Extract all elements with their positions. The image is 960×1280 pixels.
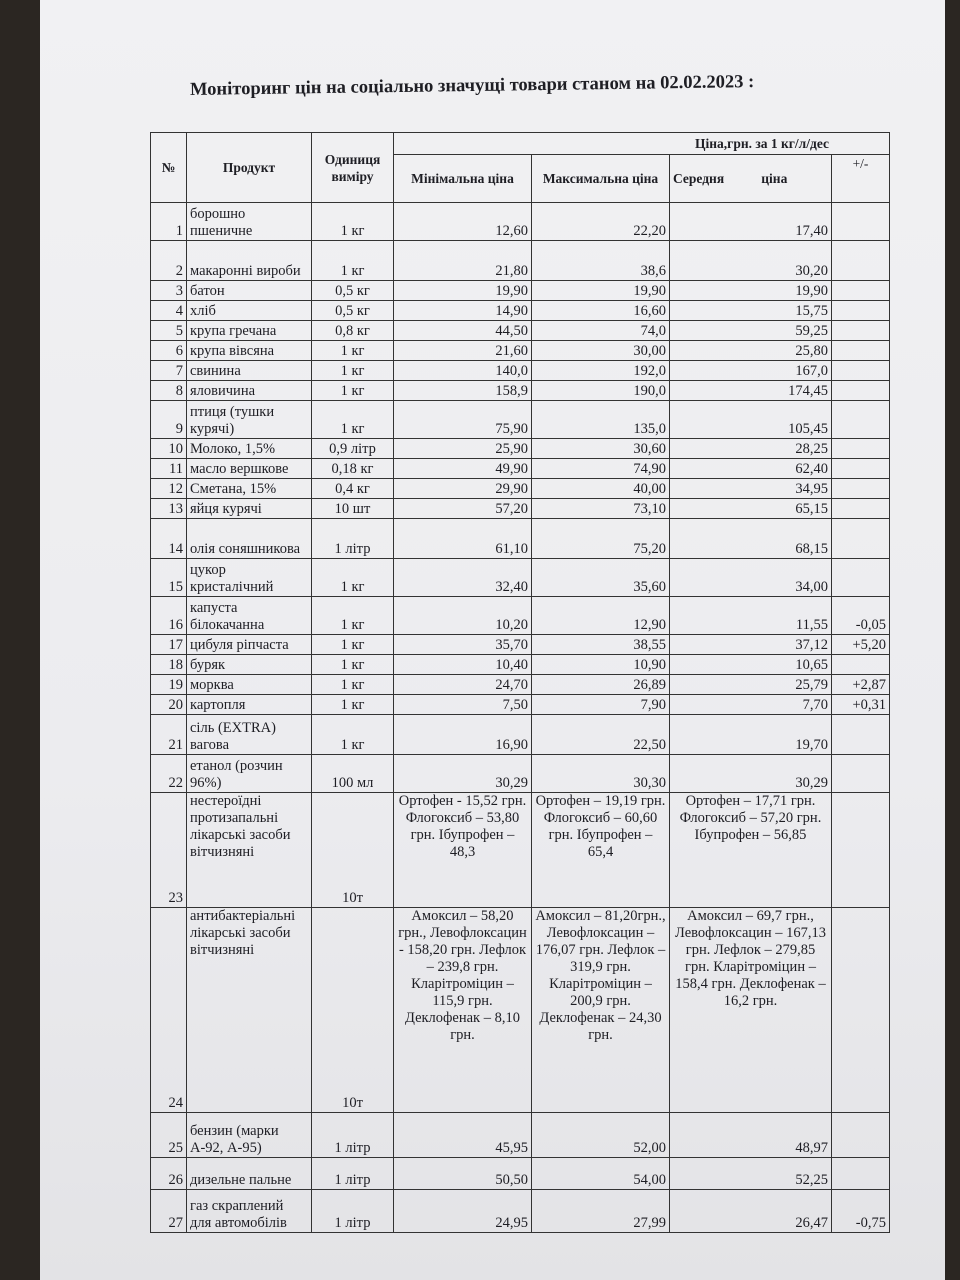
unit: 0,8 кг (312, 321, 394, 341)
min-price: 75,90 (394, 401, 532, 439)
unit: 1 кг (312, 241, 394, 281)
unit: 1 кг (312, 695, 394, 715)
header-avg-right: ціна (761, 171, 788, 186)
row-number: 3 (151, 281, 187, 301)
max-price: 16,60 (532, 301, 670, 321)
row-number: 1 (151, 203, 187, 241)
avg-price: 52,25 (670, 1158, 832, 1190)
product-name: крупа гречана (187, 321, 312, 341)
unit: 0,18 кг (312, 459, 394, 479)
product-name: цукор кристалічний (187, 559, 312, 597)
unit: 0,5 кг (312, 281, 394, 301)
product-name: дизельне пальне (187, 1158, 312, 1190)
max-price: Амоксил – 81,20грн., Левофлоксацин – 176,07 грн. Лефлок – 319,9 грн. Кларітроміцин – 200,9 грн. Деклофенак – 24,30 грн. (532, 908, 670, 1113)
product-name: олія соняшникова (187, 519, 312, 559)
product-name: макаронні вироби (187, 241, 312, 281)
price-change (832, 321, 890, 341)
avg-price: Ортофен – 17,71 грн. Флогоксиб – 57,20 грн. Ібупрофен – 56,85 (670, 793, 832, 908)
min-price: 16,90 (394, 715, 532, 755)
product-name: хліб (187, 301, 312, 321)
unit: 1 кг (312, 341, 394, 361)
unit: 1 кг (312, 597, 394, 635)
product-name: птиця (тушки курячі) (187, 401, 312, 439)
product-name: Сметана, 15% (187, 479, 312, 499)
table-row (151, 597, 890, 635)
min-price: 12,60 (394, 203, 532, 241)
avg-price: 105,45 (670, 401, 832, 439)
avg-price: 34,00 (670, 559, 832, 597)
unit: 1 кг (312, 559, 394, 597)
product-name: свинина (187, 361, 312, 381)
min-price: 32,40 (394, 559, 532, 597)
min-price: Ортофен - 15,52 грн. Флогоксиб – 53,80 грн. Ібупрофен – 48,3 (394, 793, 532, 908)
price-change (832, 499, 890, 519)
avg-price: 25,79 (670, 675, 832, 695)
min-price: 14,90 (394, 301, 532, 321)
price-table (150, 132, 890, 1233)
row-number: 27 (151, 1190, 187, 1233)
row-number: 4 (151, 301, 187, 321)
price-change: -0,05 (832, 597, 890, 635)
product-name: бензин (марки А-92, А-95) (187, 1113, 312, 1158)
min-price: Амоксил – 58,20 грн., Левофлоксацин - 158,20 грн. Лефлок – 239,8 грн. Кларітроміцин – 115,9 грн. Деклофенак – 8,10 грн. (394, 908, 532, 1113)
max-price: 22,20 (532, 203, 670, 241)
unit: 1 кг (312, 675, 394, 695)
min-price: 158,9 (394, 381, 532, 401)
unit: 1 кг (312, 715, 394, 755)
product-name: буряк (187, 655, 312, 675)
price-change: +5,20 (832, 635, 890, 655)
product-name: сіль (EXTRA) вагова (187, 715, 312, 755)
table-row (151, 439, 890, 459)
row-number: 21 (151, 715, 187, 755)
min-price: 29,90 (394, 479, 532, 499)
avg-price: 26,47 (670, 1190, 832, 1233)
row-number: 17 (151, 635, 187, 655)
max-price: 190,0 (532, 381, 670, 401)
product-name: нестероїдні протизапальні лікарські засоби вітчизняні (187, 793, 312, 908)
table-row (151, 281, 890, 301)
max-price: 40,00 (532, 479, 670, 499)
table-row (151, 519, 890, 559)
table-row (151, 401, 890, 439)
row-number: 9 (151, 401, 187, 439)
max-price: 73,10 (532, 499, 670, 519)
table-row (151, 203, 890, 241)
unit: 1 кг (312, 655, 394, 675)
price-change (832, 281, 890, 301)
avg-price: 59,25 (670, 321, 832, 341)
table-row (151, 341, 890, 361)
price-change: -0,75 (832, 1190, 890, 1233)
price-change (832, 1113, 890, 1158)
min-price: 24,95 (394, 1190, 532, 1233)
product-name: яйця курячі (187, 499, 312, 519)
unit: 1 літр (312, 1190, 394, 1233)
min-price: 24,70 (394, 675, 532, 695)
min-price: 7,50 (394, 695, 532, 715)
header-avg-left: Середня (673, 171, 725, 186)
avg-price: 65,15 (670, 499, 832, 519)
product-name: яловичина (187, 381, 312, 401)
row-number: 25 (151, 1113, 187, 1158)
row-number: 8 (151, 381, 187, 401)
row-number: 13 (151, 499, 187, 519)
min-price: 140,0 (394, 361, 532, 381)
avg-price: 19,90 (670, 281, 832, 301)
min-price: 25,90 (394, 439, 532, 459)
row-number: 7 (151, 361, 187, 381)
max-price: 19,90 (532, 281, 670, 301)
table-row (151, 675, 890, 695)
avg-price: 7,70 (670, 695, 832, 715)
unit: 1 літр (312, 1158, 394, 1190)
header-price-group: Ціна,грн. за 1 кг/л/дес (394, 133, 890, 155)
min-price: 19,90 (394, 281, 532, 301)
unit: 10т (312, 793, 394, 908)
table-row (151, 1190, 890, 1233)
price-change (832, 755, 890, 793)
avg-price: 15,75 (670, 301, 832, 321)
avg-price: 174,45 (670, 381, 832, 401)
max-price: 135,0 (532, 401, 670, 439)
product-name: батон (187, 281, 312, 301)
price-change (832, 715, 890, 755)
unit: 1 кг (312, 203, 394, 241)
price-change (832, 241, 890, 281)
product-name: борошно пшеничне (187, 203, 312, 241)
max-price: 27,99 (532, 1190, 670, 1233)
price-change (832, 559, 890, 597)
avg-price: 48,97 (670, 1113, 832, 1158)
avg-price: Амоксил – 69,7 грн., Левофлоксацин – 167,13 грн. Лефлок – 279,85 грн. Кларітроміцин – 158,4 грн. Деклофенак – 16,2 грн. (670, 908, 832, 1113)
avg-price: 30,20 (670, 241, 832, 281)
row-number: 20 (151, 695, 187, 715)
table-row (151, 559, 890, 597)
price-change: +2,87 (832, 675, 890, 695)
unit: 1 кг (312, 635, 394, 655)
table-row (151, 459, 890, 479)
max-price: 74,0 (532, 321, 670, 341)
header-product: Продукт (187, 133, 312, 203)
unit: 1 кг (312, 361, 394, 381)
avg-price: 28,25 (670, 439, 832, 459)
product-name: капуста білокачанна (187, 597, 312, 635)
product-name: картопля (187, 695, 312, 715)
table-row (151, 793, 890, 908)
unit: 1 кг (312, 381, 394, 401)
header-avg (670, 155, 832, 203)
row-number: 11 (151, 459, 187, 479)
product-name: крупа вівсяна (187, 341, 312, 361)
row-number: 18 (151, 655, 187, 675)
unit: 0,9 літр (312, 439, 394, 459)
unit: 1 літр (312, 1113, 394, 1158)
row-number: 23 (151, 793, 187, 908)
price-change (832, 341, 890, 361)
min-price: 10,20 (394, 597, 532, 635)
avg-price: 11,55 (670, 597, 832, 635)
min-price: 30,29 (394, 755, 532, 793)
price-change (832, 459, 890, 479)
max-price: 52,00 (532, 1113, 670, 1158)
max-price: 74,90 (532, 459, 670, 479)
page-title: Моніторинг цін на соціально значущі товари станом на 02.02.2023 : (189, 72, 755, 100)
price-change (832, 381, 890, 401)
row-number: 16 (151, 597, 187, 635)
table-row (151, 499, 890, 519)
max-price: 38,55 (532, 635, 670, 655)
price-change (832, 793, 890, 908)
product-name: антибактеріальні лікарські засоби вітчизняні (187, 908, 312, 1113)
max-price: 7,90 (532, 695, 670, 715)
price-change (832, 401, 890, 439)
row-number: 14 (151, 519, 187, 559)
table-row (151, 479, 890, 499)
price-change (832, 203, 890, 241)
row-number: 19 (151, 675, 187, 695)
price-change (832, 1158, 890, 1190)
max-price: 75,20 (532, 519, 670, 559)
max-price: Ортофен – 19,19 грн. Флогоксиб – 60,60 грн. Ібупрофен – 65,4 (532, 793, 670, 908)
max-price: 26,89 (532, 675, 670, 695)
product-name: цибуля ріпчаста (187, 635, 312, 655)
table-row (151, 715, 890, 755)
min-price: 61,10 (394, 519, 532, 559)
max-price: 30,00 (532, 341, 670, 361)
table-row (151, 241, 890, 281)
table-row (151, 695, 890, 715)
price-change (832, 439, 890, 459)
price-change (832, 479, 890, 499)
unit: 0,5 кг (312, 301, 394, 321)
price-change: +0,31 (832, 695, 890, 715)
table-row (151, 908, 890, 1113)
row-number: 26 (151, 1158, 187, 1190)
min-price: 21,60 (394, 341, 532, 361)
table-row (151, 1113, 890, 1158)
header-unit: Одиниця виміру (312, 133, 394, 203)
price-change (832, 301, 890, 321)
price-change (832, 908, 890, 1113)
table-row (151, 361, 890, 381)
header-max: Максимальна ціна (532, 155, 670, 203)
header-diff: +/- (832, 155, 890, 203)
unit: 10 шт (312, 499, 394, 519)
min-price: 45,95 (394, 1113, 532, 1158)
unit: 1 літр (312, 519, 394, 559)
table-row (151, 635, 890, 655)
avg-price: 62,40 (670, 459, 832, 479)
max-price: 38,6 (532, 241, 670, 281)
unit: 100 мл (312, 755, 394, 793)
max-price: 35,60 (532, 559, 670, 597)
table-row (151, 755, 890, 793)
product-name: газ скраплений для автомобілів (187, 1190, 312, 1233)
header-min: Мінімальна ціна (394, 155, 532, 203)
unit: 1 кг (312, 401, 394, 439)
avg-price: 68,15 (670, 519, 832, 559)
avg-price: 167,0 (670, 361, 832, 381)
product-name: морква (187, 675, 312, 695)
header-no: № (151, 133, 187, 203)
table-row (151, 381, 890, 401)
avg-price: 30,29 (670, 755, 832, 793)
row-number: 12 (151, 479, 187, 499)
max-price: 54,00 (532, 1158, 670, 1190)
min-price: 49,90 (394, 459, 532, 479)
max-price: 30,30 (532, 755, 670, 793)
unit: 10т (312, 908, 394, 1113)
row-number: 6 (151, 341, 187, 361)
row-number: 5 (151, 321, 187, 341)
min-price: 50,50 (394, 1158, 532, 1190)
min-price: 44,50 (394, 321, 532, 341)
price-change (832, 519, 890, 559)
row-number: 2 (151, 241, 187, 281)
avg-price: 17,40 (670, 203, 832, 241)
table-row (151, 321, 890, 341)
avg-price: 19,70 (670, 715, 832, 755)
row-number: 22 (151, 755, 187, 793)
row-number: 15 (151, 559, 187, 597)
row-number: 10 (151, 439, 187, 459)
max-price: 192,0 (532, 361, 670, 381)
product-name: Молоко, 1,5% (187, 439, 312, 459)
product-name: етанол (розчин 96%) (187, 755, 312, 793)
table-row (151, 301, 890, 321)
min-price: 21,80 (394, 241, 532, 281)
min-price: 10,40 (394, 655, 532, 675)
unit: 0,4 кг (312, 479, 394, 499)
price-change (832, 361, 890, 381)
max-price: 10,90 (532, 655, 670, 675)
product-name: масло вершкове (187, 459, 312, 479)
avg-price: 34,95 (670, 479, 832, 499)
max-price: 30,60 (532, 439, 670, 459)
max-price: 12,90 (532, 597, 670, 635)
table-row (151, 1158, 890, 1190)
avg-price: 10,65 (670, 655, 832, 675)
min-price: 35,70 (394, 635, 532, 655)
price-change (832, 655, 890, 675)
row-number: 24 (151, 908, 187, 1113)
avg-price: 25,80 (670, 341, 832, 361)
table-row (151, 655, 890, 675)
max-price: 22,50 (532, 715, 670, 755)
avg-price: 37,12 (670, 635, 832, 655)
min-price: 57,20 (394, 499, 532, 519)
